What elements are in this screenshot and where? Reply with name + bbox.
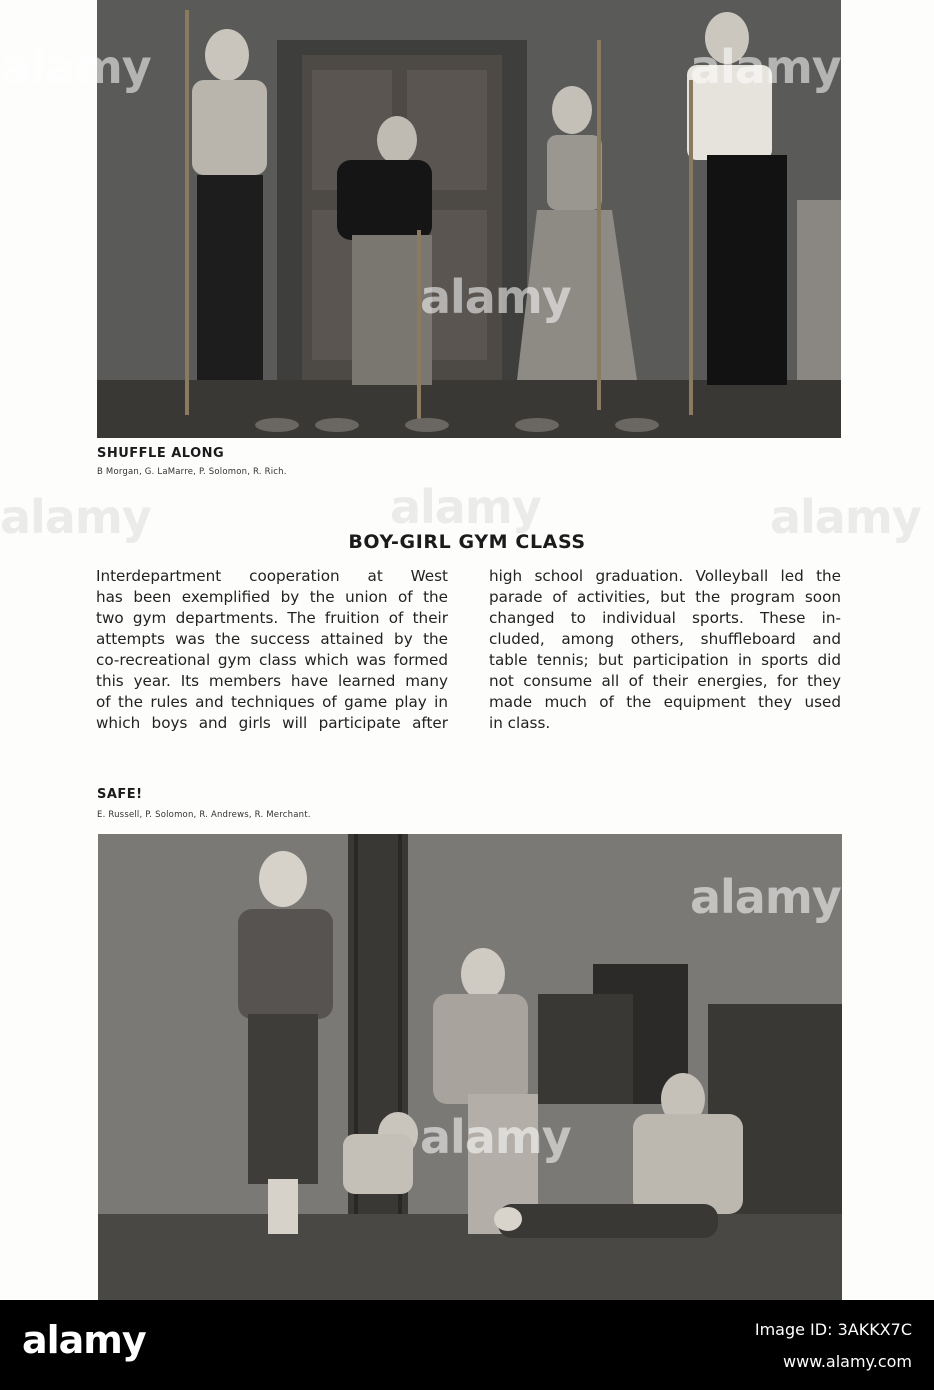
watermark: alamy	[0, 490, 151, 544]
text-line: cluded, among others, shuffleboard and	[489, 630, 841, 648]
text-line: co-recreational gym class which was formed	[96, 651, 448, 669]
safe-photo	[98, 834, 842, 1300]
text-line: two gym departments. The fruition of their	[96, 609, 448, 627]
text-line: made much of the equipment they used	[489, 693, 841, 711]
watermark: alamy	[690, 870, 841, 924]
text-line: changed to individual sports. These in-	[489, 609, 841, 627]
text-line: has been exemplified by the union of the	[96, 588, 448, 606]
text-line: table tennis; but participation in sports did	[489, 651, 841, 669]
watermark: alamy	[770, 490, 921, 544]
watermark: alamy	[390, 480, 541, 534]
watermark: alamy	[690, 40, 841, 94]
text-line: this year. Its members have learned many	[96, 672, 448, 690]
caption-names-safe: E. Russell, P. Solomon, R. Andrews, R. Merchant.	[97, 810, 311, 820]
image-id-label: Image ID: 3AKKX7C	[754, 1320, 912, 1339]
watermark: alamy	[420, 270, 571, 324]
text-line: parade of activities, but the program soon	[489, 588, 841, 606]
article-column-left	[96, 566, 448, 734]
text-line: high school graduation. Volleyball led the	[489, 567, 841, 585]
text-line: attempts was the success attained by the	[96, 630, 448, 648]
article-heading: BOY-GIRL GYM CLASS	[348, 531, 586, 553]
caption-title-shuffle-along: SHUFFLE ALONG	[97, 446, 225, 461]
text-line: of the rules and techniques of game play in	[96, 693, 448, 711]
text-line: not consume all of their energies, for they	[489, 672, 841, 690]
website-link[interactable]: www.alamy.com	[783, 1352, 912, 1371]
watermark: alamy	[420, 1110, 571, 1164]
text-line: which boys and girls will participate after	[96, 714, 448, 732]
stock-footer-bar	[0, 1300, 934, 1390]
text-line: in class.	[489, 714, 551, 732]
shuffle-along-photo	[97, 0, 841, 438]
article-column-right	[489, 566, 841, 734]
watermark: alamy	[0, 40, 151, 94]
caption-title-safe: SAFE!	[97, 787, 143, 802]
text-line: Interdepartment cooperation at West	[96, 567, 448, 585]
caption-names-shuffle-along: B Morgan, G. LaMarre, P. Solomon, R. Rich.	[97, 467, 287, 477]
alamy-logo[interactable]: alamy	[22, 1318, 146, 1362]
